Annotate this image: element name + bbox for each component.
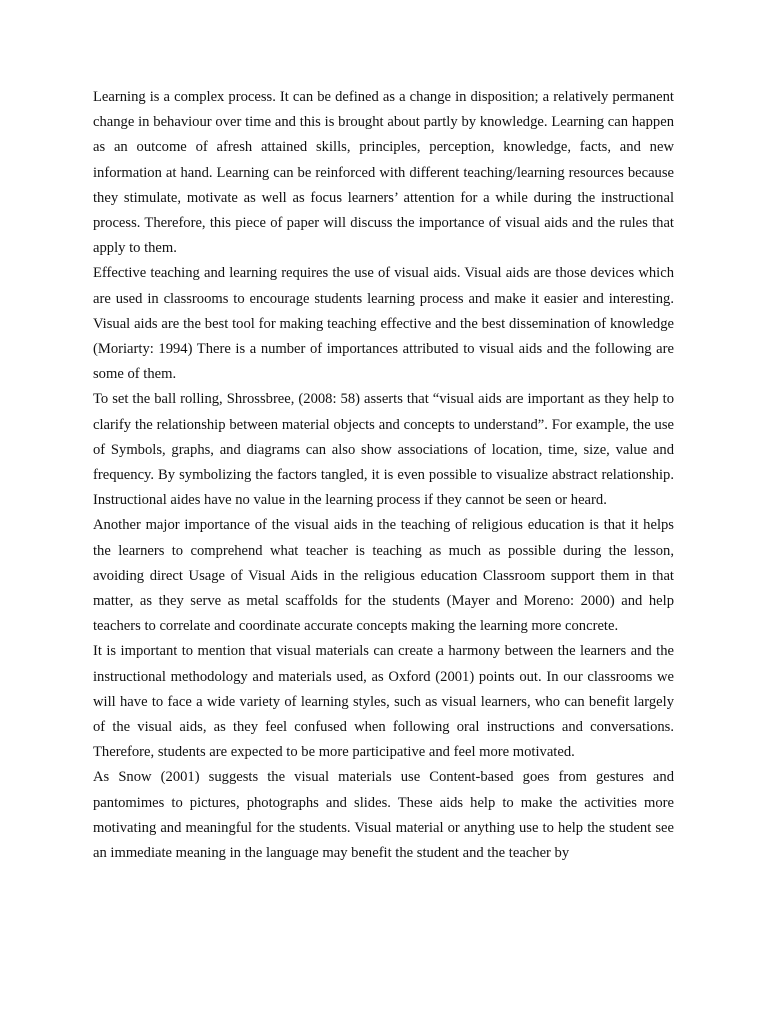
paragraph-effective-teaching: Effective teaching and learning requires the use of visual aids. Visual aids are those devices which are used in classrooms to encourage students learning process and make it easier and interesting. Visual aids are the best tool for making teaching effective and the best dissemination of knowledge (Moriarty: 1994) There is a number of importances attributed to visual aids and the following are some of them. — [93, 265, 674, 383]
paragraph-harmony: It is important to mention that visual materials can create a harmony between the learners and the instructional methodology and materials used, as Oxford (2001) points out. In our classrooms we will have to face a wide variety of learning styles, such as visual learners, who can benefit largely of the visual aids, as they feel confused when following oral instructions and conversations. Therefore, students are expected to be more participative and feel more motivated. — [93, 643, 674, 761]
document-page — [93, 85, 674, 866]
paragraph-religious-education: Another major importance of the visual aids in the teaching of religious education is that it helps the learners to comprehend what teacher is teaching as much as possible during the lesson, avoiding direct Usage of Visual Aids in the religious education Classroom support them in that matter, as they serve as metal scaffolds for the students (Mayer and Moreno: 2000) and help teachers to correlate and coordinate accurate concepts making the learning more concrete. — [93, 517, 674, 635]
paragraph-shrossbree: To set the ball rolling, Shrossbree, (2008: 58) asserts that “visual aids are important as they help to clarify the relationship between material objects and concepts to understand”. For example, the use of Symbols, graphs, and diagrams can also show associations of location, time, size, value and frequency. By symbolizing the factors tangled, it is even possible to visualize abstract relationship. Instructional aides have no value in the learning process if they cannot be seen or heard. — [93, 391, 674, 509]
paragraph-snow: As Snow (2001) suggests the visual materials use Content-based goes from gestures and pantomimes to pictures, photographs and slides. These aids help to make the activities more motivating and meaningful for the students. Visual material or anything use to help the student see an immediate meaning in the language may benefit the student and the teacher by — [93, 769, 674, 862]
paragraph-intro: Learning is a complex process. It can be defined as a change in disposition; a relatively permanent change in behaviour over time and this is brought about partly by knowledge. Learning can happen as an outcome of afresh attained skills, principles, perception, knowledge, facts, and new information at hand. Learning can be reinforced with different teaching/learning resources because they stimulate, motivate as well as focus learners’ attention for a while during the instructional process. Therefore, this piece of paper will discuss the importance of visual aids and the rules that apply to them. — [93, 89, 674, 257]
